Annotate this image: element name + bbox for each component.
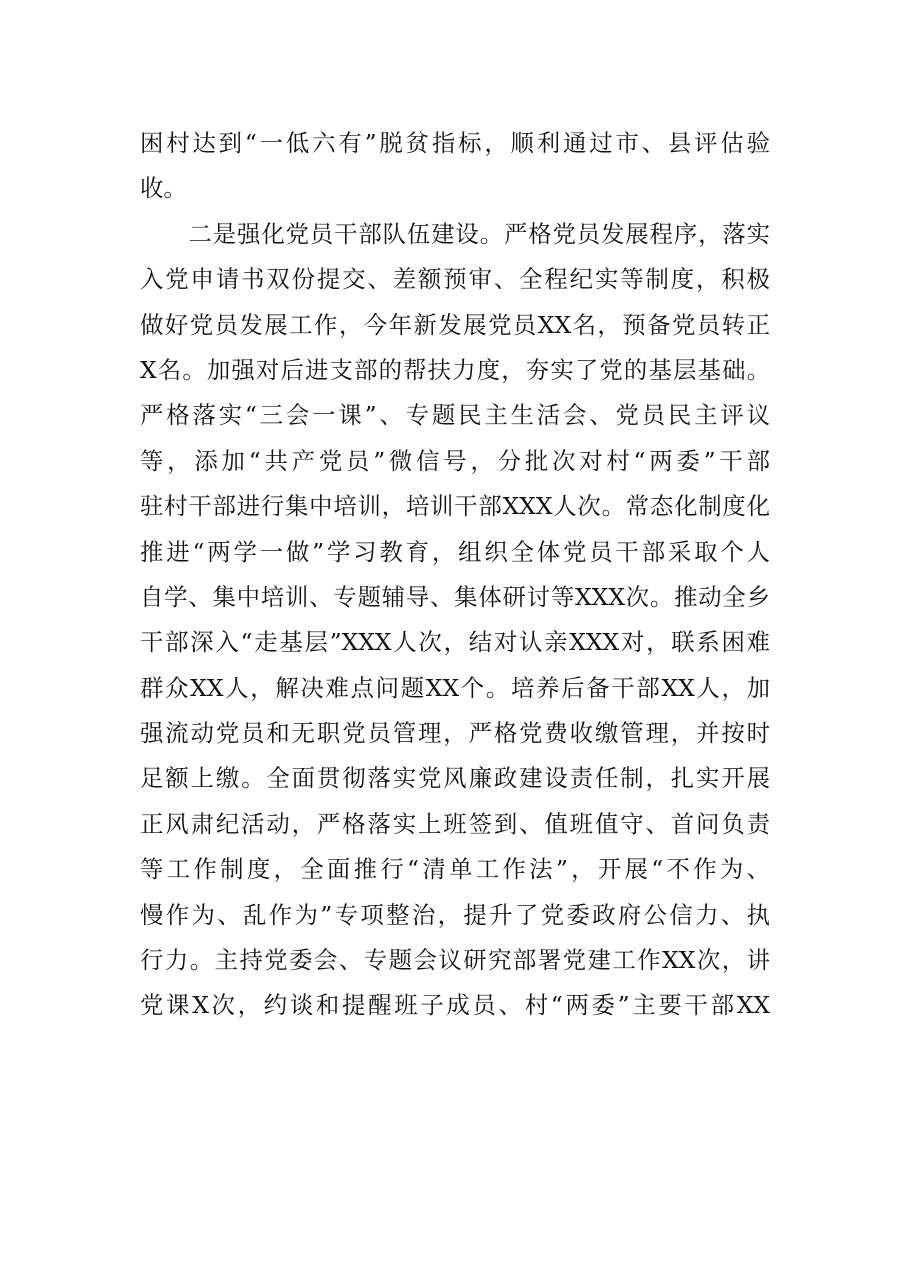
text-line: 推进“两学一做”学习教育，组织全体党员干部采取个人 [140, 537, 770, 566]
text-line: X名。加强对后进支部的帮扶力度，夯实了党的基层基础。 [140, 355, 770, 384]
text-line: 驻村干部进行集中培训，培训干部XXX人次。常态化制度化 [140, 492, 770, 521]
text-line: 足额上缴。全面贯彻落实党风廉政建设责任制，扎实开展 [140, 764, 770, 793]
text-line: 入党申请书双份提交、差额预审、全程纪实等制度，积极 [140, 265, 770, 294]
text-line: 慢作为、乱作为”专项整治，提升了党委政府公信力、执 [140, 900, 770, 929]
text-line: 干部深入“走基层”XXX人次，结对认亲XXX对，联系困难 [140, 628, 770, 657]
text-line: 正风肃纪活动，严格落实上班签到、值班值守、首问负责 [140, 809, 770, 838]
text-line: 自学、集中培训、专题辅导、集体研讨等XXX次。推动全乡 [140, 582, 770, 611]
text-line: 严格落实“三会一课”、专题民主生活会、党员民主评议 [140, 401, 770, 430]
text-line: 等工作制度，全面推行“清单工作法”，开展“不作为、 [140, 855, 770, 884]
text-line: 党课X次，约谈和提醒班子成员、村“两委”主要干部XX [140, 991, 770, 1020]
text-line: 行力。主持党委会、专题会议研究部署党建工作XX次，讲 [140, 946, 770, 975]
text-line: 收。 [140, 174, 187, 203]
text-line: 群众XX人，解决难点问题XX个。培养后备干部XX人，加 [140, 673, 770, 702]
body-text [140, 121, 770, 1029]
text-line: 二是强化党员干部队伍建设。严格党员发展程序，落实 [140, 219, 770, 248]
text-line: 困村达到“一低六有”脱贫指标，顺利通过市、县评估验 [140, 129, 770, 157]
text-line: 等，添加“共产党员”微信号，分批次对村“两委”干部 [140, 446, 770, 475]
text-line: 强流动党员和无职党员管理，严格党费收缴管理，并按时 [140, 719, 770, 748]
text-line: 做好党员发展工作，今年新发展党员XX名，预备党员转正 [140, 310, 770, 339]
